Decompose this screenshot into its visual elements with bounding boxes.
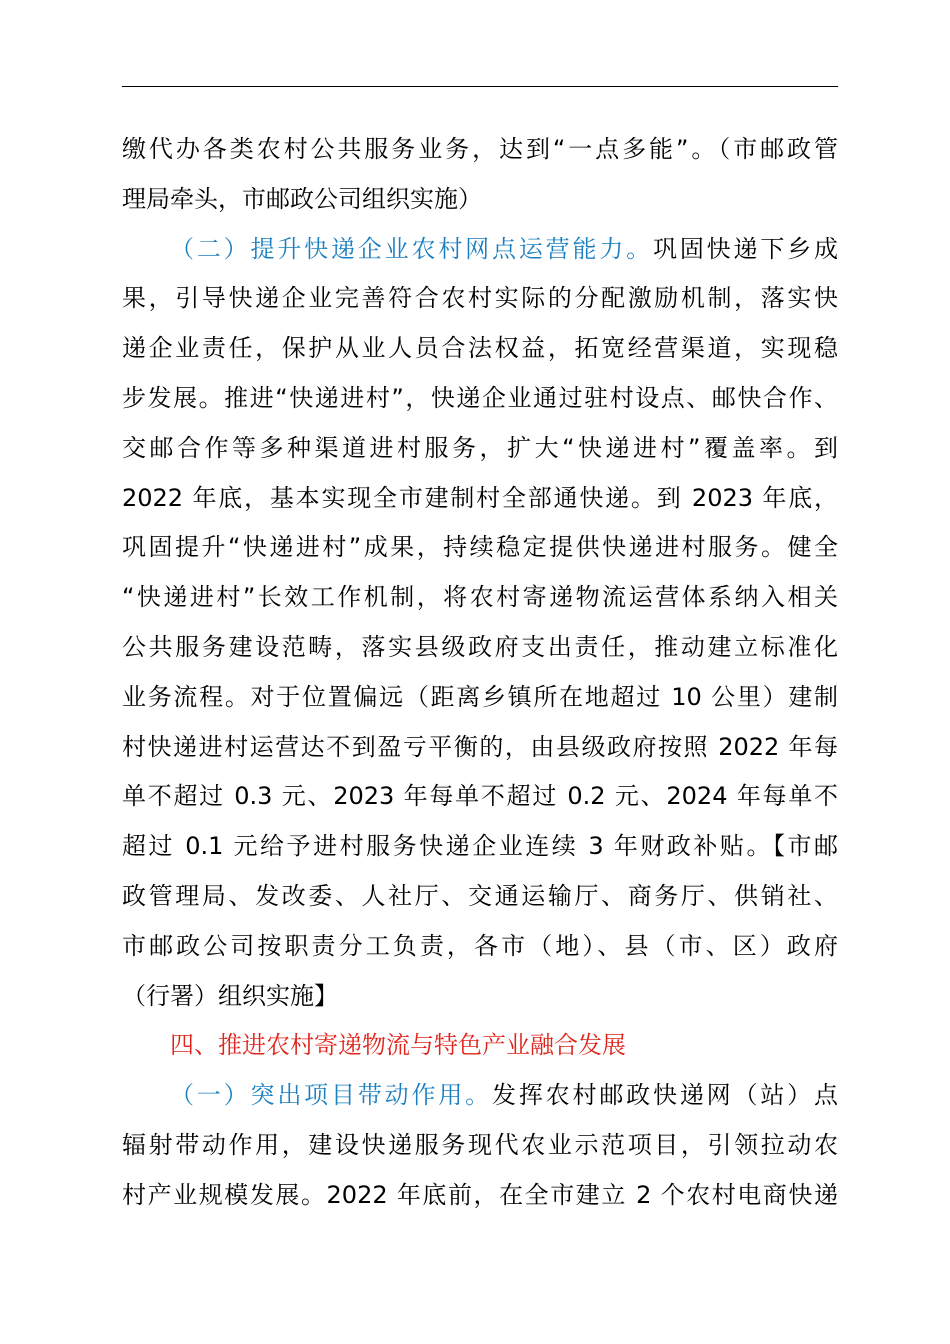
text-line: 辐射带动作用，建设快递服务现代农业示范项目，引领拉动农 — [122, 1130, 838, 1159]
text-line: 村快递进村运营达不到盈亏平衡的，由县级政府按照 2022 年每 — [122, 732, 838, 761]
section-heading: 四、推进农村寄递物流与特色产业融合发展 — [170, 1031, 626, 1060]
text-line: 公共服务建设范畴，落实县级政府支出责任，推动建立标准化 — [122, 632, 838, 661]
text-run: 发挥农村邮政快递网（站）点 — [492, 1081, 838, 1110]
text-line: 单不超过 0.3 元、2023 年每单不超过 0.2 元、2024 年每单不 — [122, 782, 838, 811]
text-run: 巩固快递下乡成 — [653, 234, 838, 263]
section-paragraph-start — [122, 225, 838, 275]
text-line: 缴代办各类农村公共服务业务，达到“一点多能”。（市邮政管 — [122, 135, 838, 163]
text-line: 递企业责任，保护从业人员合法权益，拓宽经营渠道，实现稳 — [122, 334, 838, 363]
text-line: 2022 年底，基本实现全市建制村全部通快递。到 2023 年底， — [122, 483, 838, 512]
header-rule — [122, 86, 838, 87]
text-line: 村产业规模发展。2022 年底前，在全市建立 2 个农村电商快递 — [122, 1180, 838, 1209]
text-line: （行署）组织实施】 — [122, 981, 338, 1010]
text-line: 超过 0.1 元给予进村服务快递企业连续 3 年财政补贴。【市邮 — [122, 832, 838, 861]
text-line: 政管理局、发改委、人社厅、交通运输厅、商务厅、供销社、 — [122, 881, 838, 910]
text-line: 果，引导快递企业完善符合农村实际的分配激励机制，落实快 — [122, 284, 838, 313]
text-line: “快递进村”长效工作机制，将农村寄递物流运营体系纳入相关 — [122, 583, 838, 612]
document-body — [122, 125, 838, 1221]
text-line: 理局牵头，市邮政公司组织实施） — [122, 184, 482, 213]
text-line: 交邮合作等多种渠道进村服务，扩大“快递进村”覆盖率。到 — [122, 433, 838, 462]
section-paragraph-start — [122, 1071, 838, 1121]
subsection-heading: （二）提升快递企业农村网点运营能力。 — [170, 234, 653, 263]
text-line: 步发展。推进“快递进村”，快递企业通过驻村设点、邮快合作、 — [122, 383, 838, 412]
text-line: 市邮政公司按职责分工负责，各市（地）、县（市、区）政府 — [122, 931, 838, 960]
section-heading-line — [122, 1021, 838, 1071]
subsection-heading: （一）突出项目带动作用。 — [170, 1081, 492, 1110]
text-line: 巩固提升“快递进村”成果，持续稳定提供快递进村服务。健全 — [122, 533, 838, 562]
text-line: 业务流程。对于位置偏远（距离乡镇所在地超过 10 公里）建制 — [122, 682, 838, 711]
